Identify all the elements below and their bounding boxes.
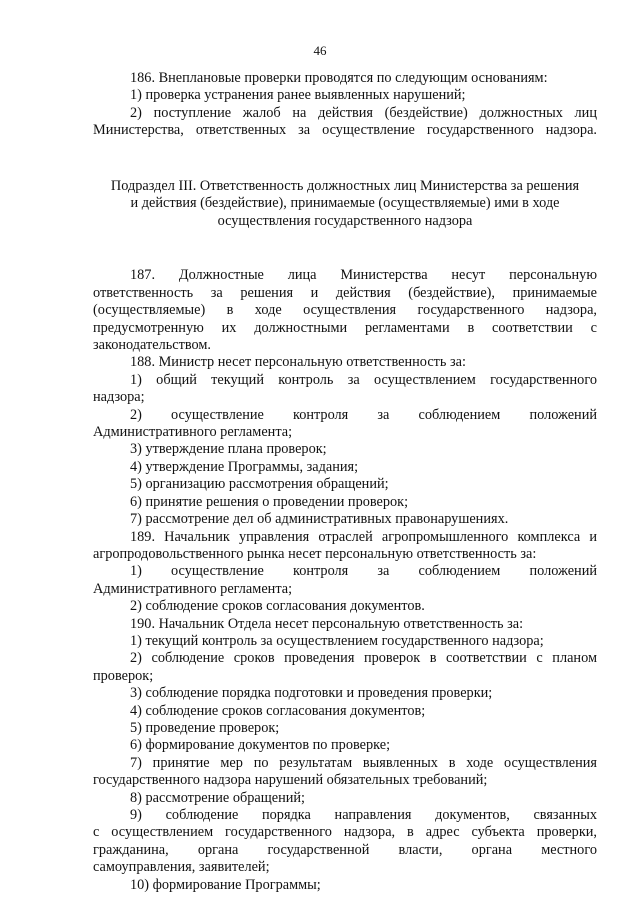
p188-item1-line1: 1) общий текущий контроль за осуществлением государственного [130,371,597,388]
subsection-heading [93,178,597,231]
heading-line3: осуществления государственного надзора [217,212,473,229]
p190-item7-line1: 7) принятие мер по результатам выявленных в ходе осуществления [130,754,597,771]
p186-item1: 1) проверка устранения ранее выявленных нарушений; [130,87,466,104]
p189-item2: 2) соблюдение сроков согласования документов. [130,598,425,615]
p190-item9-line2: с осуществлением государственного надзора, в адрес субъекта проверки, [93,824,597,841]
p190-item4: 4) соблюдение сроков согласования документов; [130,702,426,719]
p188-item2-line2: Административного регламента; [93,424,293,441]
p190-item10: 10) формирование Программы; [130,876,321,893]
heading-line1: Подраздел III. Ответственность должностных лиц Министерства за решения [110,177,580,194]
p190-item6: 6) формирование документов по проверке; [130,737,391,754]
document-body [93,70,597,894]
p187-line1: 187. Должностные лица Министерства несут персональную [130,267,597,284]
p190-intro: 190. Начальник Отдела несет персональную ответственность за: [130,615,524,632]
p190-item5: 5) проведение проверок; [130,719,280,736]
p186-intro: 186. Внеплановые проверки проводятся по следующим основаниям: [130,70,548,86]
p188-item6: 6) принятие решения о проведении проверок; [130,493,409,510]
p188-item3: 3) утверждение плана проверок; [130,441,327,458]
p186-item2-line2: Министерства, ответственных за осуществление государственного надзора. [93,122,597,139]
heading-line2: и действия (бездействие), принимаемые (осуществляемые) ими в ходе [130,195,560,212]
p190-item9-line3: гражданина, органа государственной власти, органа местного [93,841,597,858]
p190-item2-line2: проверок; [93,667,154,684]
p190-item2-line1: 2) соблюдение сроков проведения проверок в соответствии с планом [130,650,597,667]
p190-item9-line1: 9) соблюдение порядка направления документов, связанных [130,807,597,823]
p188-intro: 188. Министр несет персональную ответственность за: [130,354,466,371]
p187-line3: (осуществляемые) в ходе осуществления государственного надзора, [93,302,597,319]
p188-item1-line2: надзора; [93,389,145,406]
p190-item8: 8) рассмотрение обращений; [130,789,306,806]
p187-line5: законодательством. [93,337,211,354]
p190-item1: 1) текущий контроль за осуществлением государственного надзора; [130,632,544,649]
p190-item3: 3) соблюдение порядка подготовки и проведения проверки; [130,685,493,702]
p190-item7-line2: государственного надзора нарушений обязательных требований; [93,772,488,789]
p187-line4: предусмотренную их должностными регламентами в соответствии с [93,319,597,336]
p188-item4: 4) утверждение Программы, задания; [130,458,359,475]
p187-line2: ответственность за решения и действия (бездействие), принимаемые [93,284,597,301]
p188-item7: 7) рассмотрение дел об административных правонарушениях. [130,511,509,528]
p186-item2-line1: 2) поступление жалоб на действия (бездействие) должностных лиц [130,104,597,121]
p189-intro-line1: 189. Начальник управления отраслей агропромышленного комплекса и [130,528,597,545]
p188-item2-line1: 2) осуществление контроля за соблюдением положений [130,406,597,423]
page-number: 46 [313,43,327,58]
p188-item5: 5) организацию рассмотрения обращений; [130,476,389,493]
p189-item1-line1: 1) осуществление контроля за соблюдением положений [130,563,597,580]
p189-item1-line2: Административного регламента; [93,580,293,597]
p189-intro-line2: агропродовольственного рынка несет персональную ответственность за: [93,545,537,562]
p190-item9-line4: самоуправления, заявителей; [93,859,270,876]
